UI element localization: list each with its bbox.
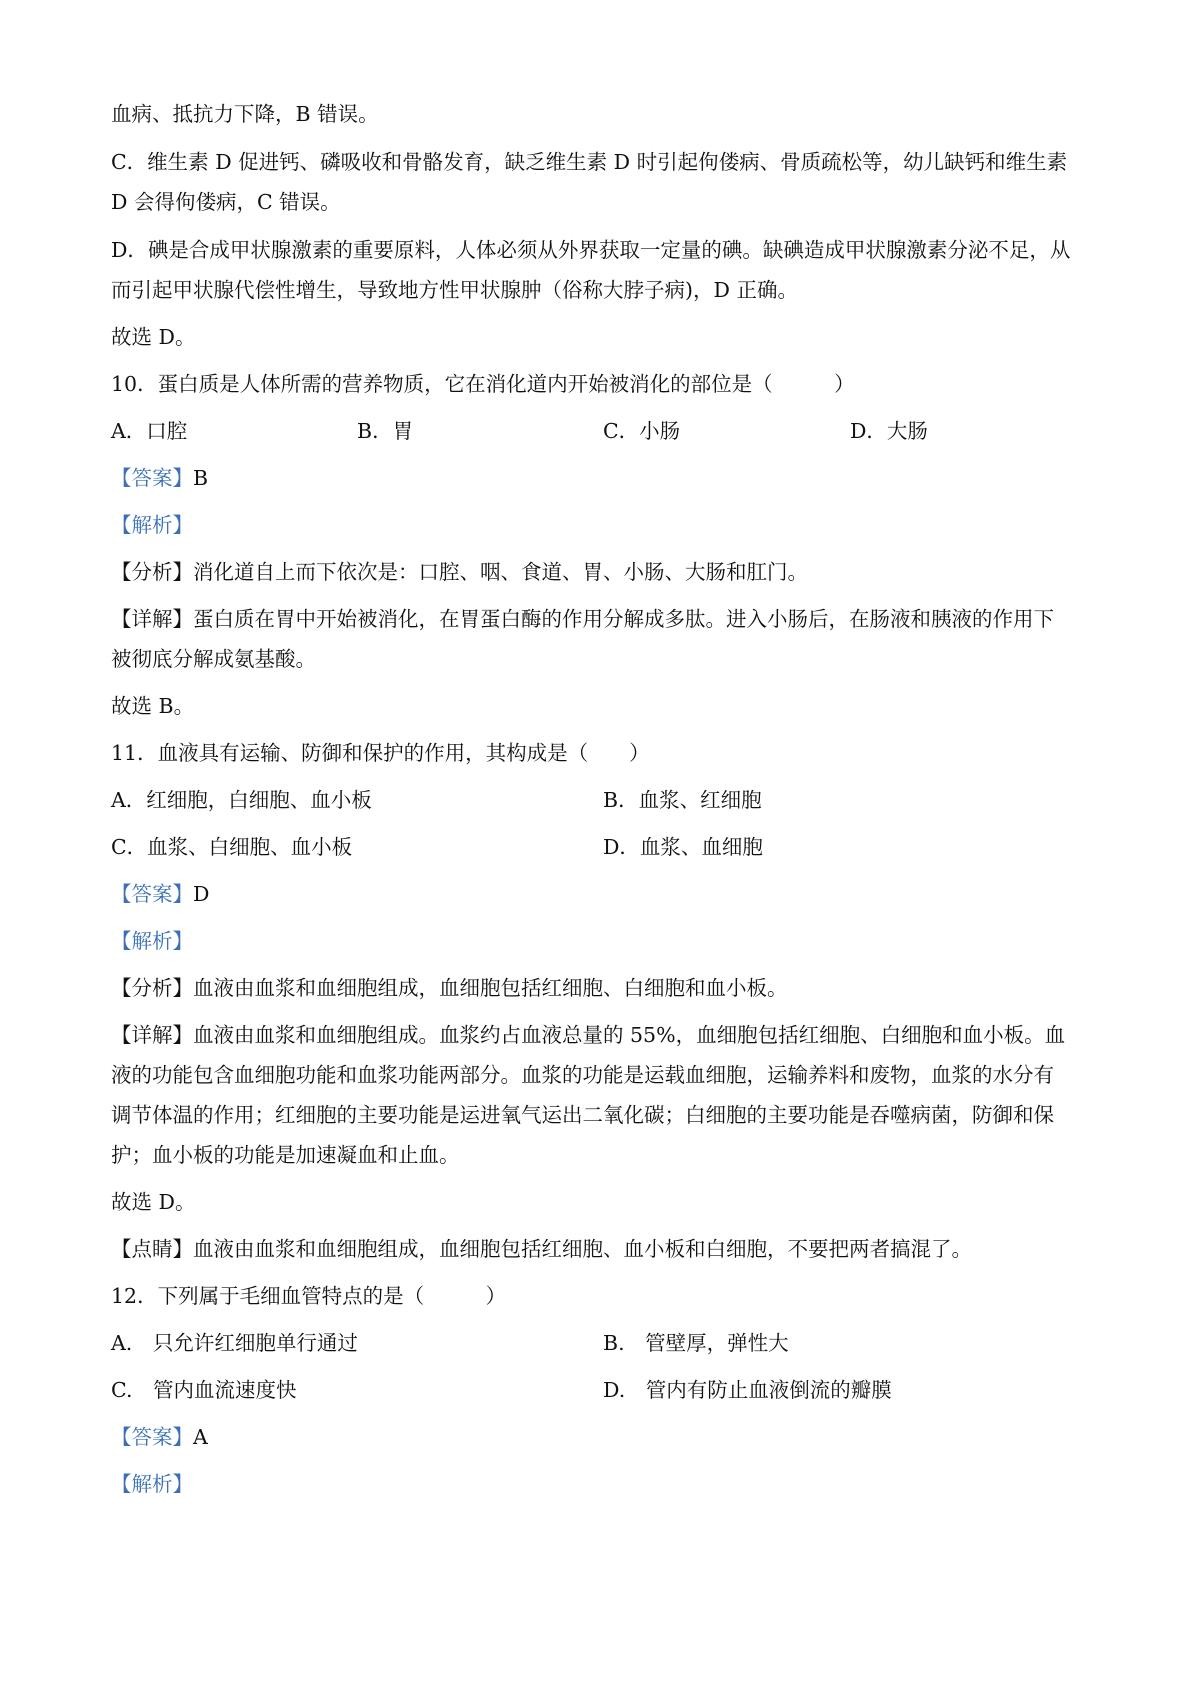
q10-xiangjie-line1 xyxy=(111,605,1100,633)
fenxi-tag: 【分析】 xyxy=(111,976,193,1000)
xiangjie-tag: 【详解】 xyxy=(111,1023,193,1047)
q12-option-b: B. 管壁厚，弹性大 xyxy=(603,1331,789,1355)
prev-text-line: 血病、抵抗力下降，B 错误。 xyxy=(111,102,379,126)
answer-tag: 【答案】 xyxy=(111,882,193,906)
analysis-tag: 【解析】 xyxy=(111,513,193,537)
q11-analysis-heading xyxy=(111,927,1100,955)
q10-option-a: A．口腔 xyxy=(111,419,188,443)
answer-tag: 【答案】 xyxy=(111,466,193,490)
prev-option-d-line2: 而引起甲状腺代偿性增生，导致地方性甲状腺肿（俗称大脖子病)，D 正确。 xyxy=(111,278,798,302)
prev-option-c-line1: C．维生素 D 促进钙、磷吸收和骨骼发育，缺乏维生素 D 时引起佝偻病、骨质疏松等，幼儿缺钙和维生素 xyxy=(111,150,1068,174)
q11-option-c: C．血浆、白细胞、血小板 xyxy=(111,835,353,859)
q10-analysis-heading xyxy=(111,511,1100,539)
analysis-tag: 【解析】 xyxy=(111,1472,193,1496)
answer-value: B xyxy=(193,466,209,490)
q12-answer xyxy=(111,1423,1100,1451)
q11-dianjing xyxy=(111,1235,1100,1263)
fenxi-tag: 【分析】 xyxy=(111,560,193,584)
q11-xiangjie-line3: 调节体温的作用；红细胞的主要功能是运进氧气运出二氧化碳；白细胞的主要功能是吞噬病菌，防御和保 xyxy=(111,1103,1054,1127)
q11-option-b: B．血浆、红细胞 xyxy=(603,788,762,812)
fenxi-text: 血液由血浆和血细胞组成，血细胞包括红细胞、白细胞和血小板。 xyxy=(193,976,788,1000)
q12-stem: 12．下列属于毛细血管特点的是（ ） xyxy=(111,1284,507,1308)
fenxi-text: 消化道自上而下依次是：口腔、咽、食道、胃、小肠、大肠和肛门。 xyxy=(193,560,808,584)
answer-value: D xyxy=(193,882,210,906)
answer-tag: 【答案】 xyxy=(111,1425,193,1449)
prev-option-c-line2: D 会得佝偻病，C 错误。 xyxy=(111,190,341,214)
xiangjie-text: 蛋白质在胃中开始被消化，在胃蛋白酶的作用分解成多肽。进入小肠后，在肠液和胰液的作用下 xyxy=(193,607,1054,631)
q12-option-c: C. 管内血流速度快 xyxy=(111,1378,297,1402)
q11-fenxi xyxy=(111,974,1100,1002)
q11-answer xyxy=(111,880,1100,908)
q11-stem: 11．血液具有运输、防御和保护的作用，其构成是（ ） xyxy=(111,741,650,765)
q12-option-a: A. 只允许红细胞单行通过 xyxy=(111,1331,358,1355)
q11-xiangjie-line2: 液的功能包含血细胞功能和血浆功能两部分。血浆的功能是运载血细胞，运输养料和废物，血浆的水分有 xyxy=(111,1063,1054,1087)
q10-answer xyxy=(111,464,1100,492)
q11-choose: 故选 D。 xyxy=(111,1190,196,1214)
q11-xiangjie-line4: 护；血小板的功能是加速凝血和止血。 xyxy=(111,1143,460,1167)
answer-value: A xyxy=(193,1425,208,1449)
q10-option-d: D．大肠 xyxy=(850,419,928,443)
q10-choose: 故选 B。 xyxy=(111,694,195,718)
q10-xiangjie-line2: 被彻底分解成氨基酸。 xyxy=(111,647,316,671)
q10-option-c: C．小肠 xyxy=(603,419,681,443)
q12-option-d: D. 管内有防止血液倒流的瓣膜 xyxy=(603,1378,892,1402)
prev-choose: 故选 D。 xyxy=(111,325,196,349)
q11-option-d: D．血浆、血细胞 xyxy=(603,835,763,859)
dianjing-text: 血液由血浆和血细胞组成，血细胞包括红细胞、血小板和白细胞，不要把两者搞混了。 xyxy=(193,1237,972,1261)
analysis-tag: 【解析】 xyxy=(111,929,193,953)
q10-option-b: B．胃 xyxy=(357,419,414,443)
q10-fenxi xyxy=(111,558,1100,586)
q11-xiangjie-line1 xyxy=(111,1021,1100,1049)
dianjing-tag: 【点睛】 xyxy=(111,1237,193,1261)
xiangjie-text: 血液由血浆和血细胞组成。血浆约占血液总量的 55%，血细胞包括红细胞、白细胞和血小板。血 xyxy=(193,1023,1066,1047)
q10-stem: 10．蛋白质是人体所需的营养物质，它在消化道内开始被消化的部位是（ ） xyxy=(111,372,855,396)
q12-analysis-heading xyxy=(111,1470,1100,1498)
q11-option-a: A．红细胞，白细胞、血小板 xyxy=(111,788,372,812)
prev-option-d-line1: D．碘是合成甲状腺激素的重要原料，人体必须从外界获取一定量的碘。缺碘造成甲状腺激素分泌不足，从 xyxy=(111,238,1071,262)
xiangjie-tag: 【详解】 xyxy=(111,607,193,631)
